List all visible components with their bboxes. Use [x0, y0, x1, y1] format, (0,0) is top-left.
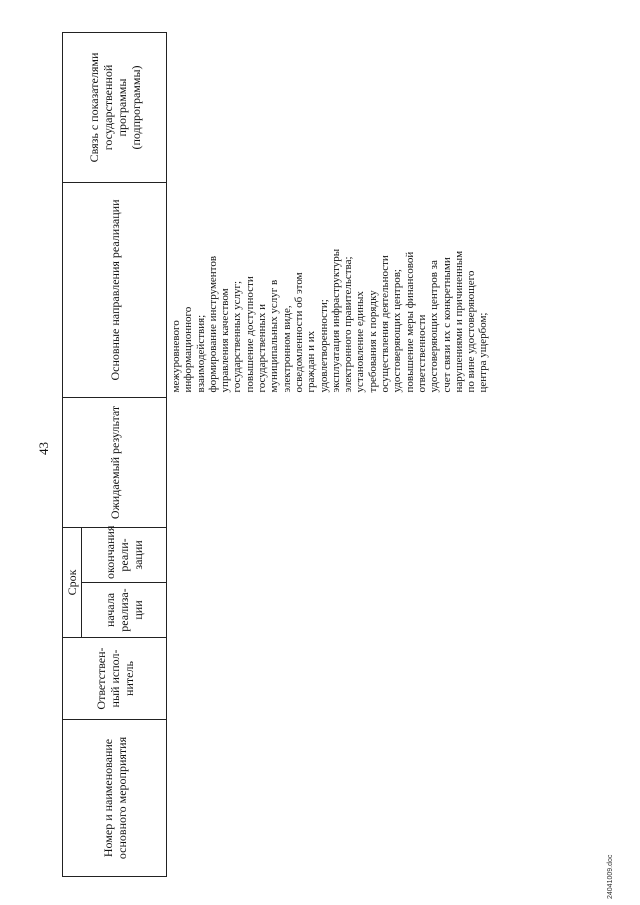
header-number-name: Номер и наименование основного мероприятия	[63, 720, 167, 877]
page-number: 43	[36, 442, 51, 455]
header-link: Связь с показателями государственной программы (подпрограммы)	[63, 33, 167, 183]
cell-executor	[167, 638, 490, 720]
cell-term-end	[167, 528, 490, 583]
header-executor: Ответствен-ный испол-нитель	[63, 638, 167, 720]
cell-expected-result	[167, 398, 490, 528]
table-row	[167, 33, 490, 877]
cell-main-directions	[167, 183, 490, 398]
cell-link	[167, 33, 490, 183]
header-term: Срок	[63, 528, 82, 638]
main-directions-text: межуровневого информационного взаимодействия; формирование инструментов управления качеством государственных услуг; повышение доступности государственных и муниципальных услуг в электронном виде, осведомленности об этом граждан и их удовлетворенности; эксплуатация инфраструктуры электронного правительства; установление единых требования к порядку осуществления деятельности удостоверяющих центров; повышение меры финансовой ответственности удостоверяющих центров за счет связи их с конкретными нарушениями и причиненным по вине удостоверяющего центра ущербом;	[170, 248, 490, 393]
measures-table	[62, 32, 490, 877]
doc-footer: 24041009.doc	[607, 854, 614, 899]
header-main-directions: Основные направления реализации	[63, 183, 167, 398]
cell-number-name	[167, 720, 490, 877]
cell-term-start	[167, 583, 490, 638]
header-expected-result: Ожидаемый результат	[63, 398, 167, 528]
header-row-1	[63, 33, 82, 877]
header-term-end: окончания реали-зации	[82, 528, 167, 583]
header-term-start: начала реализа-ции	[82, 583, 167, 638]
